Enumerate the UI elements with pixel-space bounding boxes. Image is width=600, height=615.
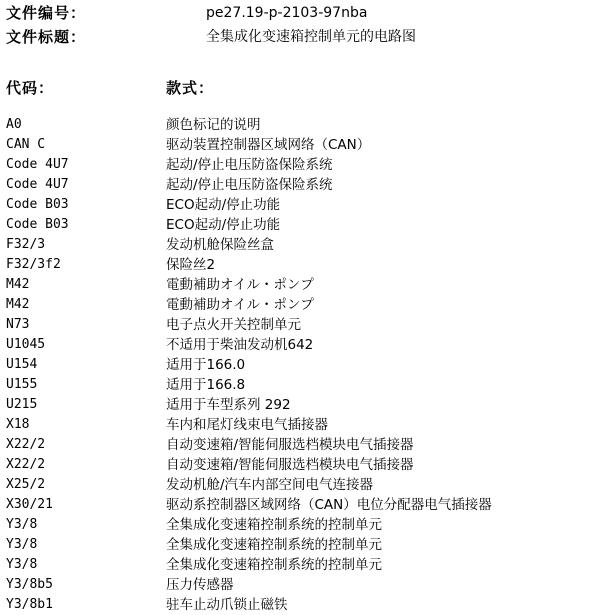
row-code: CAN C: [6, 137, 46, 152]
row-description: 适用于车型系列 292: [166, 397, 291, 413]
row-description: 电子点火开关控制单元: [166, 317, 301, 333]
table-row: [0, 295, 600, 315]
table-row: [0, 155, 600, 175]
row-description: 车内和尾灯线束电气插接器: [166, 417, 328, 433]
table-row: [0, 455, 600, 475]
row-code: N73: [6, 317, 30, 332]
table-row: [0, 575, 600, 595]
row-description: 压力传感器: [166, 577, 234, 593]
row-description: 全集成化变速箱控制系统的控制单元: [166, 557, 382, 573]
table-row: [0, 355, 600, 375]
table-row: [0, 235, 600, 255]
row-code: X30/21: [6, 497, 53, 512]
row-description: 发动机舱/汽车内部空间电气连接器: [166, 477, 374, 493]
row-description: 自动变速箱/智能伺服选档模块电气插接器: [166, 437, 414, 453]
table-row: [0, 375, 600, 395]
row-description: 驱动系控制器区域网络（CAN）电位分配器电气插接器: [166, 497, 492, 513]
row-code: U215: [6, 397, 38, 412]
table-row: [0, 115, 600, 135]
table-row: [0, 315, 600, 335]
row-description: 電動補助オイル・ポンプ: [166, 297, 314, 313]
code-column-header: 代码：: [6, 79, 55, 97]
row-description: 起动/停止电压防盗保险系统: [166, 157, 333, 173]
row-code: Y3/8b1: [6, 597, 53, 612]
row-code: X22/2: [6, 437, 46, 452]
table-row: [0, 195, 600, 215]
row-description: ECO起动/停止功能: [166, 217, 281, 233]
row-code: Y3/8: [6, 537, 38, 552]
row-code: Y3/8: [6, 517, 38, 532]
table-row: [0, 495, 600, 515]
table-row: [0, 515, 600, 535]
row-code: Code B03: [6, 217, 69, 232]
doc-number-value: pe27.19-p-2103-97nba: [206, 5, 368, 21]
table-row: [0, 255, 600, 275]
row-code: Y3/8b5: [6, 577, 53, 592]
table-row: [0, 175, 600, 195]
description-column-header: 款式：: [166, 79, 215, 97]
table-row: [0, 215, 600, 235]
row-code: X25/2: [6, 477, 46, 492]
row-code: F32/3f2: [6, 257, 61, 272]
row-code: Code B03: [6, 197, 69, 212]
row-description: 驱动装置控制器区域网络（CAN）: [166, 137, 371, 153]
table-row: [0, 275, 600, 295]
table-row: [0, 555, 600, 575]
table-row: [0, 475, 600, 495]
row-code: M42: [6, 297, 30, 312]
row-description: 保险丝2: [166, 257, 216, 273]
table-row: [0, 595, 600, 615]
row-code: X18: [6, 417, 30, 432]
row-code: U154: [6, 357, 38, 372]
row-description: 全集成化变速箱控制系统的控制单元: [166, 517, 382, 533]
table-row: [0, 415, 600, 435]
table-row: [0, 435, 600, 455]
row-code: X22/2: [6, 457, 46, 472]
row-description: 不适用于柴油发动机642: [166, 337, 314, 353]
row-code: Code 4U7: [6, 157, 69, 172]
row-code: Y3/8: [6, 557, 38, 572]
row-description: 适用于166.0: [166, 357, 246, 373]
table-row: [0, 535, 600, 555]
table-row: [0, 395, 600, 415]
row-code: U1045: [6, 337, 46, 352]
doc-title-label: 文件标题：: [6, 28, 87, 46]
row-code: U155: [6, 377, 38, 392]
row-description: 自动变速箱/智能伺服选档模块电气插接器: [166, 457, 414, 473]
row-description: 全集成化变速箱控制系统的控制单元: [166, 537, 382, 553]
row-description: 起动/停止电压防盗保险系统: [166, 177, 333, 193]
row-description: 電動補助オイル・ポンプ: [166, 277, 314, 293]
doc-title-value: 全集成化变速箱控制单元的电路图: [206, 29, 416, 45]
row-description: 发动机舱保险丝盒: [166, 237, 274, 253]
table-row: [0, 335, 600, 355]
row-code: F32/3: [6, 237, 46, 252]
row-description: 驻车止动爪锁止磁铁: [166, 597, 288, 613]
code-table: [0, 115, 600, 615]
row-description: 颜色标记的说明: [166, 117, 261, 133]
row-code: Code 4U7: [6, 177, 69, 192]
row-description: ECO起动/停止功能: [166, 197, 281, 213]
row-description: 适用于166.8: [166, 377, 246, 393]
doc-number-label: 文件编号：: [6, 4, 87, 22]
table-row: [0, 135, 600, 155]
row-code: A0: [6, 117, 22, 132]
row-code: M42: [6, 277, 30, 292]
